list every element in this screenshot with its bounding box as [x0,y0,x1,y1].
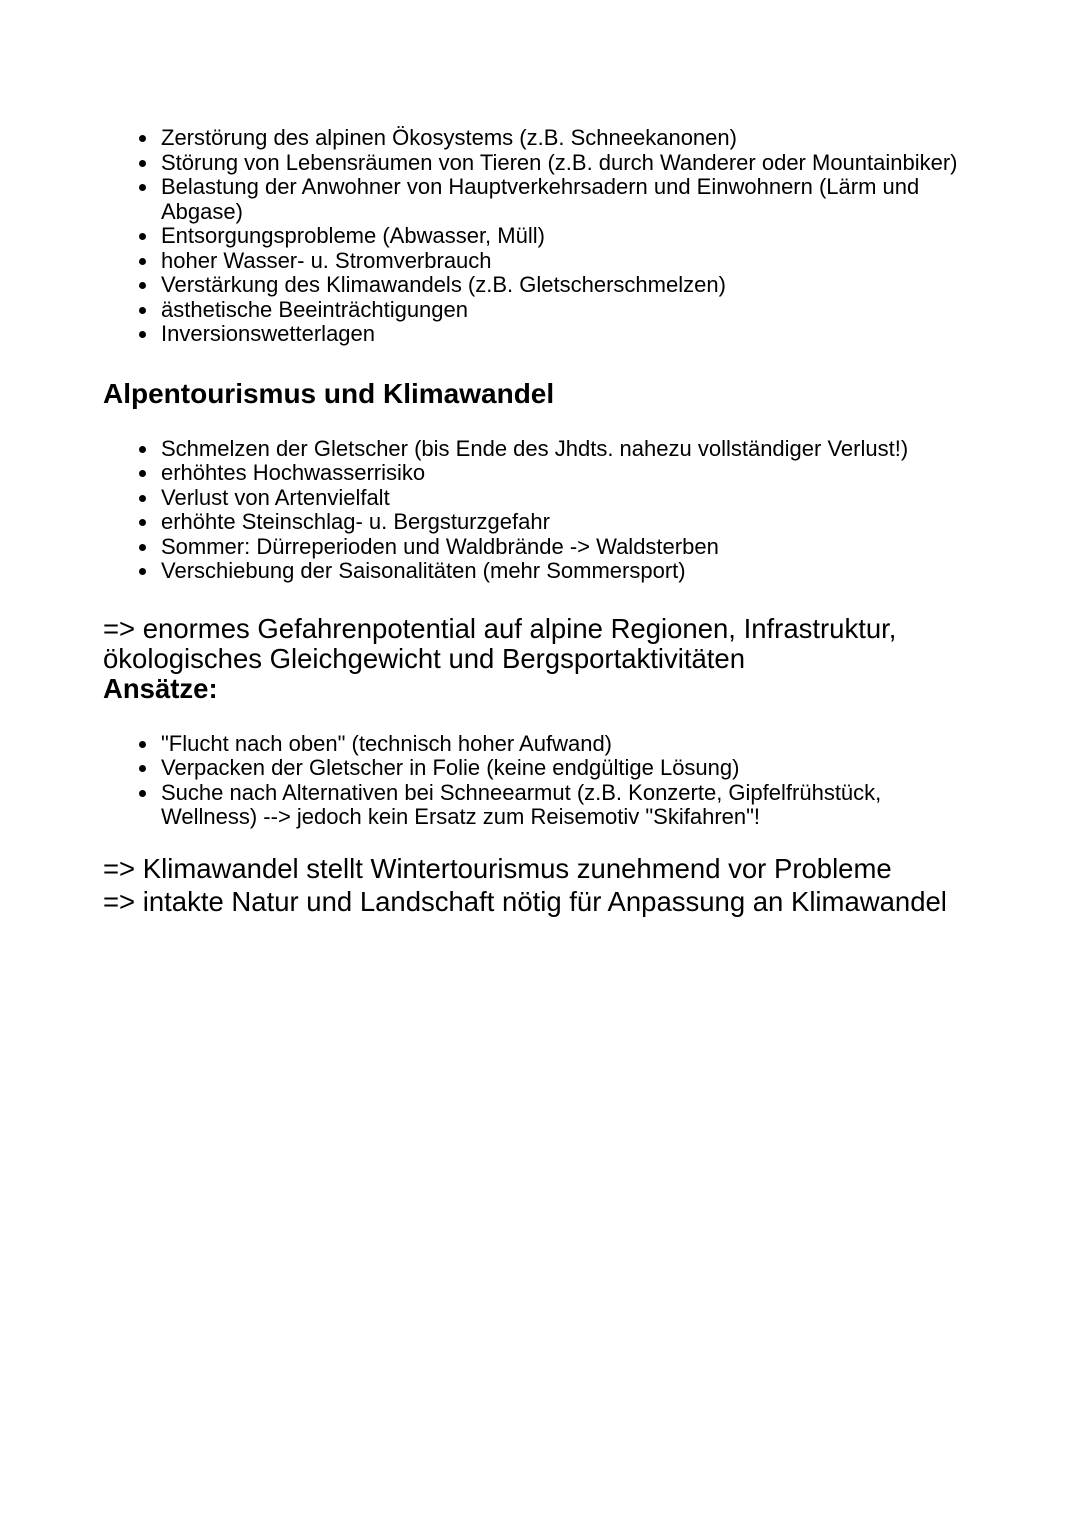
section-heading: Alpentourismus und Klimawandel [103,377,555,409]
list-item: erhöhte Steinschlag- u. Bergsturzgefahr [161,510,973,535]
list-item: Verstärkung des Klimawandels (z.B. Gletscherschmelzen) [161,273,973,298]
list-item: ästhetische Beeinträchtigungen [161,298,973,323]
list-item: Zerstörung des alpinen Ökosystems (z.B. Schneekanonen) [161,126,973,151]
list-item: erhöhtes Hochwasserrisiko [161,461,973,486]
list-item: hoher Wasser- u. Stromverbrauch [161,249,973,274]
approaches-label: Ansätze: [103,672,218,704]
list-item: Inversionswetterlagen [161,322,973,347]
final-conclusion-line: => Klimawandel stellt Wintertourismus zunehmend vor Probleme [103,852,892,884]
list-item: Verpacken der Gletscher in Folie (keine endgültige Lösung) [161,756,973,781]
list-item: Schmelzen der Gletscher (bis Ende des Jhdts. nahezu vollständiger Verlust!) [161,437,973,462]
list-item: Störung von Lebensräumen von Tieren (z.B. durch Wanderer oder Mountainbiker) [161,151,973,176]
final-conclusions [103,852,975,918]
list-item: Entsorgungsprobleme (Abwasser, Müll) [161,224,973,249]
list-item: Verlust von Artenvielfalt [161,486,973,511]
list-item: Belastung der Anwohner von Hauptverkehrsadern und Einwohnern (Lärm und Abgase) [161,175,973,224]
list-item: Sommer: Dürreperioden und Waldbrände -> Waldsterben [161,535,973,560]
climate-effects-list [103,437,973,584]
conclusion-paragraph: => enormes Gefahrenpotential auf alpine Regionen, Infrastruktur, ökologisches Gleichgewicht und Bergsportaktivitäten [103,612,897,674]
negative-impacts-list [103,126,973,347]
approaches-list [103,732,973,830]
list-item: Suche nach Alternativen bei Schneearmut (z.B. Konzerte, Gipfelfrühstück, Wellness) --> jedoch kein Ersatz zum Reisemotiv "Skifahren"! [161,781,973,830]
final-conclusion-line: => intakte Natur und Landschaft nötig für Anpassung an Klimawandel [103,885,947,917]
list-item: Verschiebung der Saisonalitäten (mehr Sommersport) [161,559,973,584]
list-item: "Flucht nach oben" (technisch hoher Aufwand) [161,732,973,757]
